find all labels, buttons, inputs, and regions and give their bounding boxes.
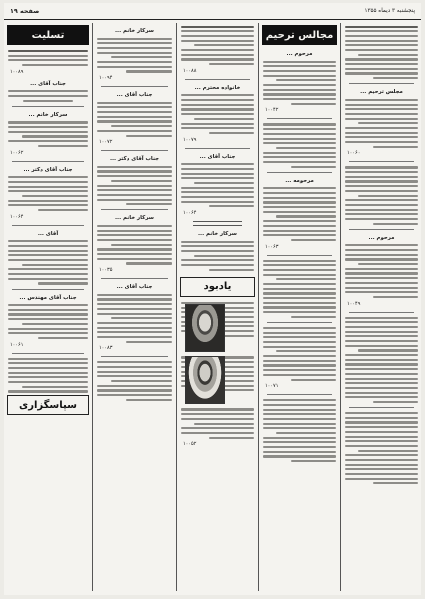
- column-rule: [176, 23, 177, 591]
- notice-heading: مرحوم ...: [286, 51, 313, 57]
- issue-date: پنجشنبه ۳ دیماه ۱۳۵۵: [364, 8, 415, 14]
- notice-heading: مجلس ترحیم ...: [360, 89, 403, 96]
- text-block: [263, 399, 336, 462]
- ad-code: ۱۰۰۳۵: [99, 267, 113, 274]
- text-block: [263, 327, 336, 381]
- text-block: [97, 38, 172, 73]
- notice-heading: سرکار خانم ...: [115, 215, 154, 222]
- ad-code: ۱۰۰۶۰: [347, 150, 361, 157]
- notice-heading: جناب آقای مهندس ...: [19, 294, 77, 301]
- text-block: [8, 304, 88, 339]
- text-block: [181, 241, 254, 271]
- section-header-memorial: مجالس ترحیم: [262, 25, 337, 45]
- notice-heading: جناب آقای ...: [116, 92, 153, 99]
- text-block: [181, 94, 254, 134]
- masthead: [4, 3, 421, 20]
- notice-heading: جناب آقای دکتر ...: [23, 166, 73, 173]
- portrait-photo: [185, 356, 225, 404]
- ad-code: ۱۰۰۶۲: [10, 149, 24, 156]
- newspaper-page: [4, 3, 421, 595]
- text-block: [263, 187, 336, 241]
- ad-code: ۱۰۰۶۴: [10, 213, 24, 220]
- section-header-condolence: تسلیت: [7, 25, 89, 45]
- text-block: [345, 244, 418, 298]
- text-block: [263, 123, 336, 167]
- notice-heading: جناب آقای ...: [30, 80, 66, 87]
- text-block: [181, 163, 254, 207]
- notice-heading: مرحوم ...: [368, 234, 395, 241]
- ad-code: ۱۰۰۷۱: [265, 383, 279, 390]
- text-block: [97, 294, 172, 343]
- column-rule: [258, 23, 259, 591]
- ad-code: ۱۰۰۵۲: [183, 441, 197, 448]
- text-block: [97, 102, 172, 137]
- ad-code: ۱۰۰۷۹: [183, 136, 197, 143]
- notice-heading: جناب آقای ...: [199, 153, 236, 160]
- ad-code: ۱۰۰۶۱: [10, 341, 24, 348]
- text-block: [345, 26, 418, 80]
- text-block: [345, 317, 418, 403]
- notice-heading: خانواده محترم ...: [194, 84, 241, 91]
- notice-heading: جناب آقای دکتر ...: [109, 156, 160, 163]
- section-header-remembrance: یادبود: [180, 277, 255, 297]
- text-block: [263, 260, 336, 318]
- portrait-photo: [185, 304, 225, 352]
- text-block: [8, 121, 88, 147]
- text-block: [97, 361, 172, 401]
- notice-heading: سرکار خانم ...: [115, 28, 154, 34]
- notice-heading: سرکار خانم ...: [198, 231, 237, 238]
- text-block: [97, 166, 172, 206]
- ad-code: ۱۰۰۴۲: [265, 107, 279, 114]
- thanks-section: [6, 393, 90, 420]
- column-condolence: [6, 23, 90, 591]
- text-block: [8, 50, 88, 66]
- column-rule: [340, 23, 341, 591]
- ad-code: ۱۰۰۸۳: [99, 345, 113, 352]
- column-notices-5: [343, 23, 420, 591]
- text-block: [181, 26, 254, 66]
- text-block: [345, 166, 418, 224]
- ad-code: ۱۰۰۶۳: [265, 243, 279, 250]
- ad-code: ۱۰۰۴۹: [347, 300, 361, 307]
- ad-code: ۱۰۰۶۴: [183, 210, 197, 217]
- text-block: [345, 412, 418, 484]
- notice-heading: مرحومه ...: [285, 177, 314, 184]
- text-block: [263, 61, 336, 105]
- text-block: [345, 99, 418, 148]
- column-notices-2: [95, 23, 174, 591]
- column-notices-3: [179, 23, 256, 591]
- text-block: [8, 240, 88, 284]
- notice-heading: آقای ...: [37, 230, 59, 237]
- section-header-thanks: سپاسگزاری: [7, 395, 89, 415]
- ad-code: ۱۰۰۸۸: [183, 67, 197, 74]
- ad-code: ۱۰۰۸۹: [10, 68, 24, 75]
- ad-code: ۱۰۰۹۴: [99, 75, 113, 82]
- text-block: [97, 225, 172, 265]
- page-number: صفحه ۱۹: [10, 7, 40, 15]
- ad-code: ۱۰۰۷۲: [99, 139, 113, 146]
- text-block: [8, 90, 88, 101]
- text-block: [8, 176, 88, 211]
- column-rule: [92, 23, 93, 591]
- notice-heading: جناب آقای ...: [116, 284, 153, 291]
- column-notices-4: [261, 23, 338, 591]
- notice-heading: سرکار خانم ...: [28, 111, 68, 118]
- text-block: [181, 408, 254, 438]
